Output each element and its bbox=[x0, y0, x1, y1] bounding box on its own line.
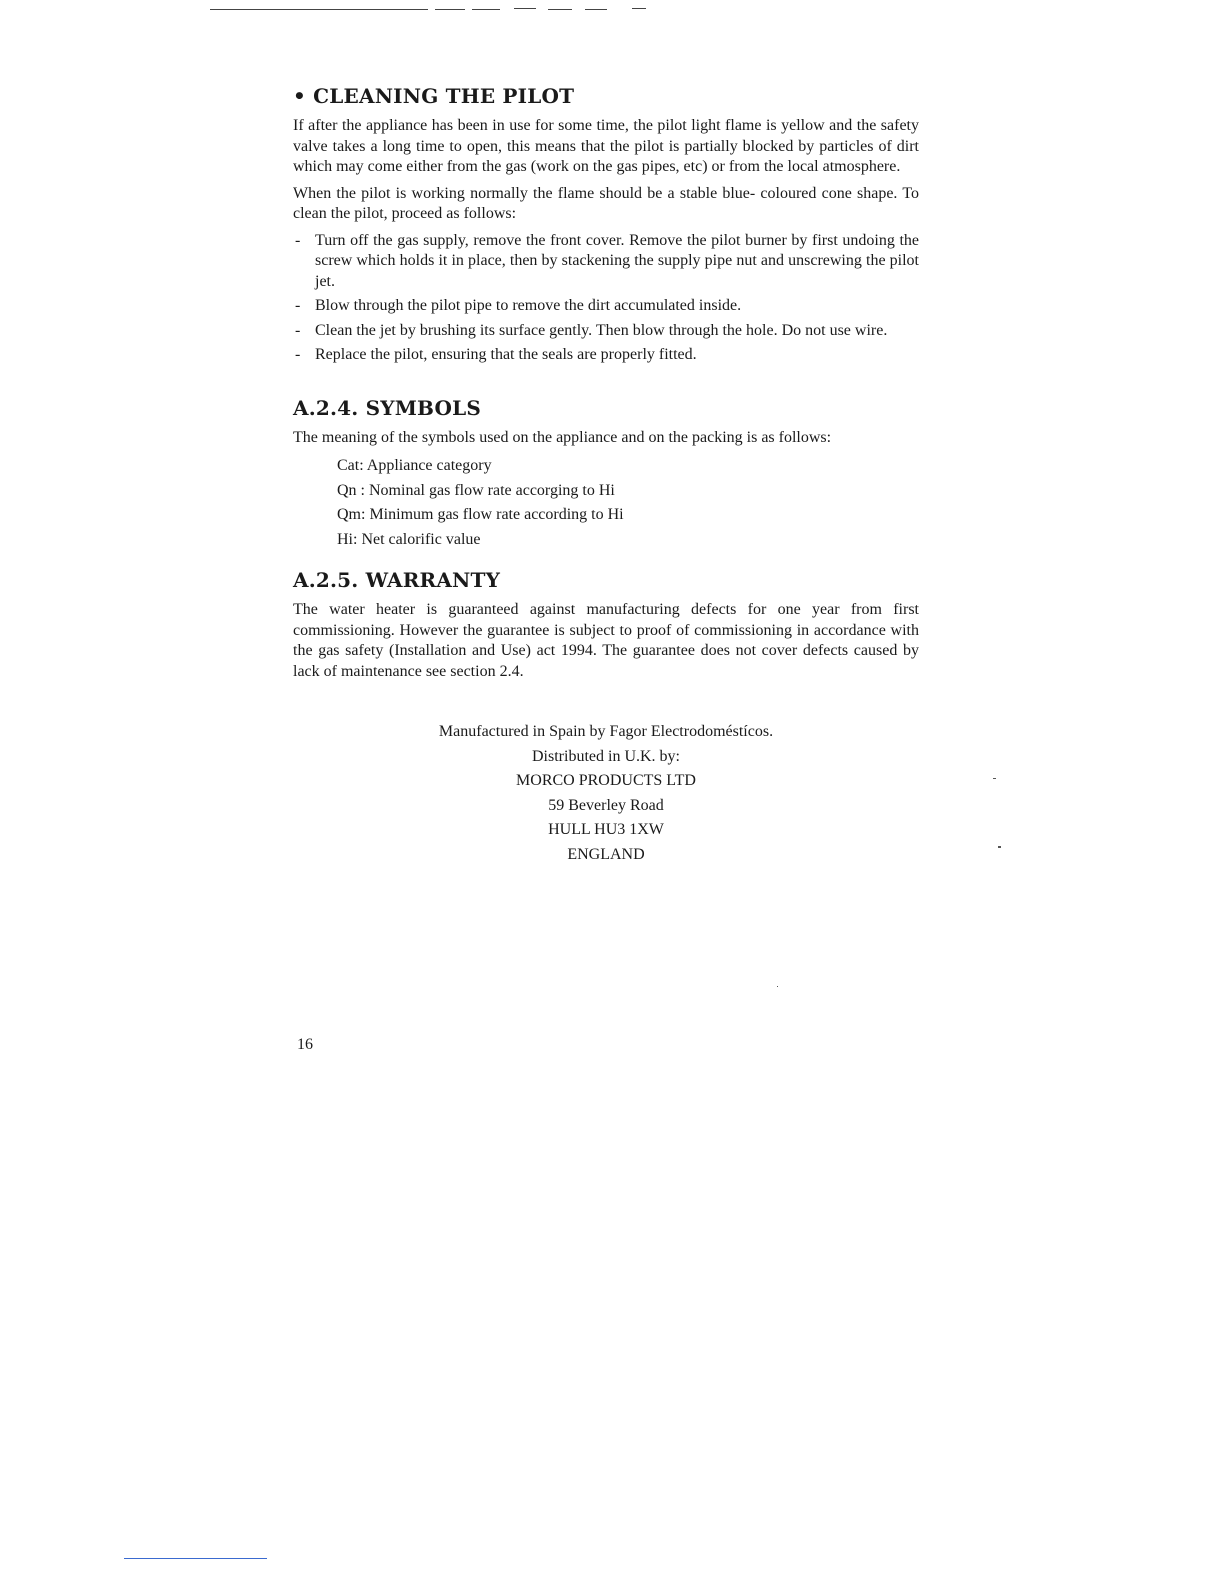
address-line: HULL HU3 1XW bbox=[548, 821, 664, 838]
step-text: Replace the pilot, ensuring that the seals are properly fitted. bbox=[315, 346, 697, 363]
dash-bullet: - bbox=[295, 297, 301, 314]
symbols-heading: A.2.4. SYMBOLS bbox=[293, 395, 482, 420]
cleaning-paragraph: If after the appliance has been in use for some time, the pilot light flame is yellow and the safety valve takes a long time to open, this means that the pilot is partially blocked by particles of dirt which may come either from the gas (work on the gas pipes, etc) or from the local atmosphere. bbox=[293, 117, 919, 175]
list-item bbox=[293, 321, 919, 342]
address-line: Distributed in U.K. by: bbox=[532, 747, 680, 765]
dash-bullet: - bbox=[295, 321, 301, 339]
scan-speck bbox=[777, 986, 778, 987]
cleaning-paragraph: When the pilot is working normally the flame should be a stable blue- coloured cone shape. To clean the pilot, proceed as follows: bbox=[293, 184, 919, 222]
scan-artifact-line bbox=[585, 9, 607, 10]
symbol-item: Cat: Appliance category bbox=[337, 457, 492, 474]
dash-bullet: - bbox=[295, 346, 301, 363]
symbols-list bbox=[337, 454, 919, 552]
warranty-heading: A.2.5. WARRANTY bbox=[293, 568, 501, 592]
symbols-intro: The meaning of the symbols used on the appliance and on the packing is as follows: bbox=[293, 428, 832, 446]
step-text: Turn off the gas supply, remove the front cover. Remove the pilot burner by first undoing the screw which holds it in place, then by stackening the supply pipe nut and unscrewing the pilot jet. bbox=[315, 231, 919, 290]
step-text: Clean the jet by brushing its surface gently. Then blow through the hole. Do not use wire. bbox=[315, 321, 888, 339]
page-number: 16 bbox=[297, 1036, 313, 1053]
scan-artifact-line bbox=[548, 9, 572, 10]
document-body bbox=[293, 84, 919, 867]
manufacturer-address bbox=[293, 720, 919, 867]
cleaning-heading: • CLEANING THE PILOT bbox=[293, 84, 575, 108]
scan-artifact-line bbox=[514, 8, 536, 9]
step-text: Blow through the pilot pipe to remove the dirt accumulated inside. bbox=[315, 297, 742, 314]
address-line: Manufactured in Spain by Fagor Electrodoméstícos. bbox=[438, 723, 774, 740]
cleaning-steps-list bbox=[293, 231, 919, 366]
scan-artifact-line bbox=[210, 9, 428, 10]
address-line: ENGLAND bbox=[567, 845, 645, 863]
address-line: 59 Beverley Road bbox=[548, 796, 664, 814]
scan-speck bbox=[993, 778, 996, 779]
symbol-item: Hi: Net calorific value bbox=[337, 530, 481, 548]
list-item bbox=[293, 345, 919, 366]
dash-bullet: - bbox=[295, 231, 301, 249]
list-item bbox=[293, 231, 919, 293]
footer-rule bbox=[124, 1558, 267, 1559]
warranty-paragraph: The water heater is guaranteed against manufacturing defects for one year from first commissioning. However the guarantee is subject to proof of commissioning in accordance with the gas safety (Installation and Use) act 1994. The guarantee does not cover defects caused by lack of maintenance see section 2.4. bbox=[293, 601, 919, 680]
scan-artifact-line bbox=[472, 9, 500, 10]
list-item bbox=[293, 296, 919, 317]
scan-artifact-line bbox=[435, 9, 465, 10]
address-line: MORCO PRODUCTS LTD bbox=[516, 772, 696, 789]
symbol-item: Qn : Nominal gas flow rate accorging to Hi bbox=[337, 481, 615, 499]
symbol-item: Qm: Minimum gas flow rate according to Hi bbox=[337, 506, 624, 523]
scan-artifact-line bbox=[632, 8, 646, 9]
scan-speck bbox=[998, 846, 1001, 848]
